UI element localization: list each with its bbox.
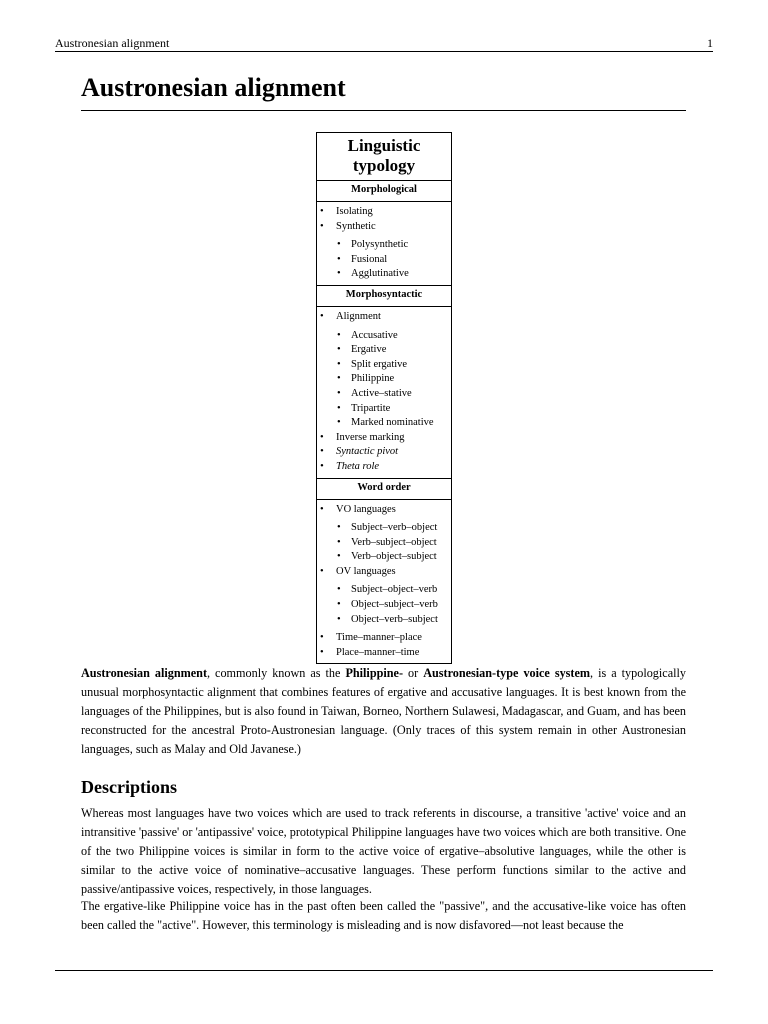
list-item[interactable]: • Ergative <box>317 343 451 358</box>
linguistic-typology-infobox <box>316 132 452 664</box>
infobox-header-morphological: Morphological <box>317 180 451 202</box>
infobox-list-morphological <box>317 202 451 285</box>
intro-term: Austronesian alignment <box>81 666 207 680</box>
list-item[interactable]: • Fusional <box>317 253 451 268</box>
list-item[interactable]: • OV languages <box>317 565 451 580</box>
infobox-header-word-order: Word order <box>317 478 451 500</box>
list-item[interactable]: • Inverse marking <box>317 431 451 446</box>
list-item[interactable]: • VO languages <box>317 503 451 518</box>
running-head-title: Austronesian alignment <box>55 36 170 50</box>
list-item[interactable]: • Synthetic <box>317 220 451 235</box>
infobox-list-morphosyntactic <box>317 307 451 478</box>
descriptions-paragraph-2: The ergative-like Philippine voice has in the past often been called the "passive", and the accusative-like voice has often been called the "active". However, this terminology is misleading and is now disfavored—not least because the <box>81 899 686 932</box>
list-item[interactable]: • Place–manner–time <box>317 646 451 661</box>
list-item[interactable]: • Active–stative <box>317 387 451 402</box>
footer-rule <box>55 970 713 971</box>
list-item[interactable]: • Subject–object–verb <box>317 583 451 598</box>
list-item[interactable]: • Time–manner–place <box>317 631 451 646</box>
running-head <box>55 36 713 52</box>
list-item[interactable]: • Syntactic pivot <box>317 445 451 460</box>
infobox-header-morphosyntactic: Morphosyntactic <box>317 285 451 307</box>
list-item[interactable]: • Alignment <box>317 310 451 325</box>
infobox-title: Linguistic typology <box>347 136 421 175</box>
list-item[interactable]: • Subject–verb–object <box>317 521 451 536</box>
list-item[interactable]: • Verb–subject–object <box>317 536 451 551</box>
intro-alt-name-2: Austronesian-type voice system <box>423 666 591 680</box>
list-item[interactable]: • Split ergative <box>317 358 451 373</box>
list-item[interactable]: • Object–verb–subject <box>317 613 451 628</box>
list-item[interactable]: • Tripartite <box>317 402 451 417</box>
list-item[interactable]: • Object–subject–verb <box>317 598 451 613</box>
list-item[interactable]: • Polysynthetic <box>317 238 451 253</box>
page-number: 1 <box>707 36 713 50</box>
intro-paragraph: Austronesian alignment, commonly known as the Philippine- or Austronesian-type voice system, is a typologically unusual morphosyntactic alignment that combines features of ergative and accusative languages. It is best known from the languages of the Philippines, but is also found in Taiwan, Borneo, Northern Sulawesi, Madagascar, and Guam, and has been reconstructed for the ancestral Proto-Austronesian language. (Only traces of this system remain in other Austronesian languages, such as Malay and Old Javanese.) <box>81 666 686 756</box>
list-item[interactable]: • Verb–object–subject <box>317 550 451 565</box>
infobox-list-word-order <box>317 500 451 664</box>
list-item[interactable]: • Philippine <box>317 372 451 387</box>
section-heading-descriptions: Descriptions <box>81 777 177 797</box>
list-item[interactable]: • Isolating <box>317 205 451 220</box>
list-item[interactable]: • Theta role <box>317 460 451 475</box>
descriptions-paragraph-1: Whereas most languages have two voices which are used to track referents in discourse, a transitive 'active' voice and an intransitive 'passive' or 'antipassive' voice, prototypical Philippine languages have two voices which are both transitive. One of the two Philippine voices is similar in form to the active voice of ergative–absolutive languages, while the other is similar to the active voice of nominative–accusative languages. These perform functions similar to the active and passive/antipassive voices, respectively, in those languages. <box>81 806 686 896</box>
page-title: Austronesian alignment <box>81 72 686 111</box>
list-item[interactable]: • Marked nominative <box>317 416 451 431</box>
list-item[interactable]: • Agglutinative <box>317 267 451 282</box>
intro-alt-name-1: Philippine- <box>345 666 404 680</box>
list-item[interactable]: • Accusative <box>317 329 451 344</box>
